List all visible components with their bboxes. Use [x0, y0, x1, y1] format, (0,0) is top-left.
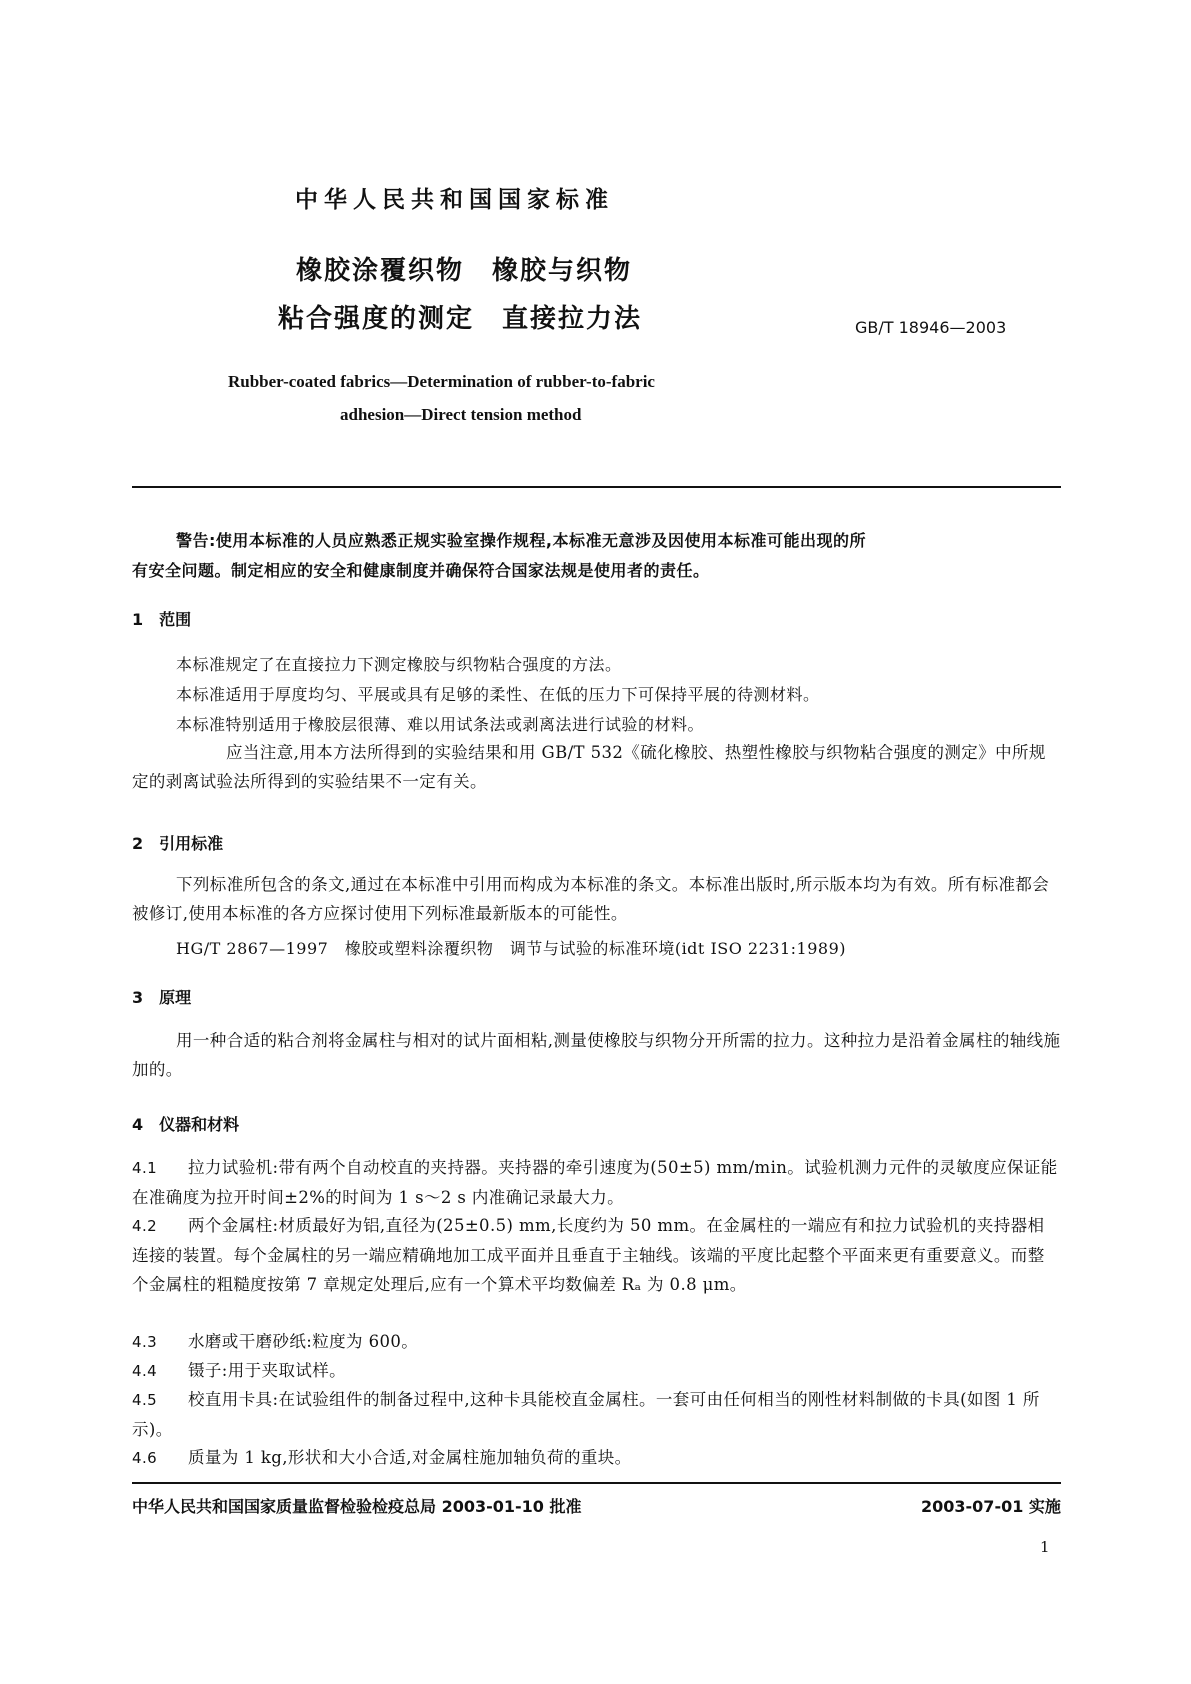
- item-text: 镊子:用于夹取试样。: [188, 1361, 347, 1380]
- item-text: 质量为 1 kg,形状和大小合适,对金属柱施加轴负荷的重块。: [188, 1448, 632, 1467]
- page-number: 1: [1040, 1538, 1050, 1556]
- section-1-heading: 1 范围: [132, 610, 192, 629]
- footer-divider: [132, 1482, 1061, 1484]
- item-text: 水磨或干磨砂纸:粒度为 600。: [188, 1332, 419, 1351]
- item-4-2: [132, 1211, 1061, 1299]
- title-line-1: 橡胶涂覆织物 橡胶与织物: [296, 256, 633, 286]
- item-4-3: [132, 1327, 1061, 1357]
- item-number: 4.4: [132, 1362, 158, 1380]
- section-1-para-1: 本标准规定了在直接拉力下测定橡胶与织物粘合强度的方法。: [176, 655, 622, 674]
- section-1-para-3: 本标准特别适用于橡胶层很薄、难以用试条法或剥离法进行试验的材料。: [176, 715, 705, 734]
- approval-line: 中华人民共和国国家质量监督检验检疫总局 2003-01-10 批准: [132, 1497, 582, 1516]
- item-text: 两个金属柱:材质最好为铝,直径为(25±0.5) mm,长度约为 50 mm。在金属柱的一端应有和拉力试验机的夹持器相连接的装置。每个金属柱的另一端应精确地加工成平面并且垂直于主轴线。该端的平度比起整个平面来更有重要意义。而整个金属柱的粗糙度按第 7 章规定处理后,应有一个算术平均数偏差 Rₐ 为 0.8 μm。: [132, 1216, 1045, 1294]
- item-4-1: [132, 1153, 1061, 1212]
- item-4-4: [132, 1356, 1061, 1386]
- item-number: 4.3: [132, 1333, 158, 1351]
- item-number: 4.5: [132, 1391, 158, 1409]
- section-1-para-4: 应当注意,用本方法所得到的实验结果和用 GB/T 532《硫化橡胶、热塑性橡胶与织物粘合强度的测定》中所规定的剥离试验法所得到的实验结果不一定有关。: [132, 743, 1046, 791]
- section-2-heading: 2 引用标准: [132, 834, 224, 853]
- item-number: 4.6: [132, 1449, 158, 1467]
- item-number: 4.2: [132, 1217, 158, 1235]
- item-4-5: [132, 1385, 1061, 1444]
- item-text: 校直用卡具:在试验组件的制备过程中,这种卡具能校直金属柱。一套可由任何相当的刚性材料制做的卡具(如图 1 所示)。: [132, 1390, 1040, 1439]
- section-3-para-1: 用一种合适的粘合剂将金属柱与相对的试片面相粘,测量使橡胶与织物分开所需的拉力。这种拉力是沿着金属柱的轴线施加的。: [132, 1031, 1061, 1079]
- warning-line-1: 警告:使用本标准的人员应熟悉正规实验室操作规程,本标准无意涉及因使用本标准可能出现的所: [176, 531, 866, 550]
- section-3-heading: 3 原理: [132, 988, 192, 1007]
- effective-date: 2003-07-01 实施: [921, 1497, 1061, 1516]
- english-title-line-2: adhesion—Direct tension method: [340, 405, 582, 424]
- section-1-para-2: 本标准适用于厚度均匀、平展或具有足够的柔性、在低的压力下可保持平展的待测材料。: [176, 685, 820, 704]
- title-line-2: 粘合强度的测定 直接拉力法: [278, 304, 643, 334]
- section-2-reference: HG/T 2867—1997 橡胶或塑料涂覆织物 调节与试验的标准环境(idt ISO 2231:1989): [176, 939, 846, 958]
- section-2-para-1: 下列标准所包含的条文,通过在本标准中引用而构成为本标准的条文。本标准出版时,所示版本均为有效。所有标准都会被修订,使用本标准的各方应探讨使用下列标准最新版本的可能性。: [132, 875, 1050, 923]
- item-number: 4.1: [132, 1159, 158, 1177]
- item-text: 拉力试验机:带有两个自动校直的夹持器。夹持器的牵引速度为(50±5) mm/min。试验机测力元件的灵敏度应保证能在准确度为拉开时间±2%的时间为 1 s～2 s 内准确记录最大力。: [132, 1158, 1058, 1207]
- item-4-6: [132, 1443, 1061, 1473]
- section-4-heading: 4 仪器和材料: [132, 1115, 240, 1134]
- standard-code: GB/T 18946—2003: [855, 318, 1007, 337]
- english-title-line-1: Rubber-coated fabrics—Determination of rubber-to-fabric: [228, 372, 655, 391]
- warning-line-2: 有安全问题。制定相应的安全和健康制度并确保符合国家法规是使用者的责任。: [132, 561, 710, 580]
- document-issuer: 中华人民共和国国家标准: [295, 187, 614, 213]
- header-divider: [132, 486, 1061, 488]
